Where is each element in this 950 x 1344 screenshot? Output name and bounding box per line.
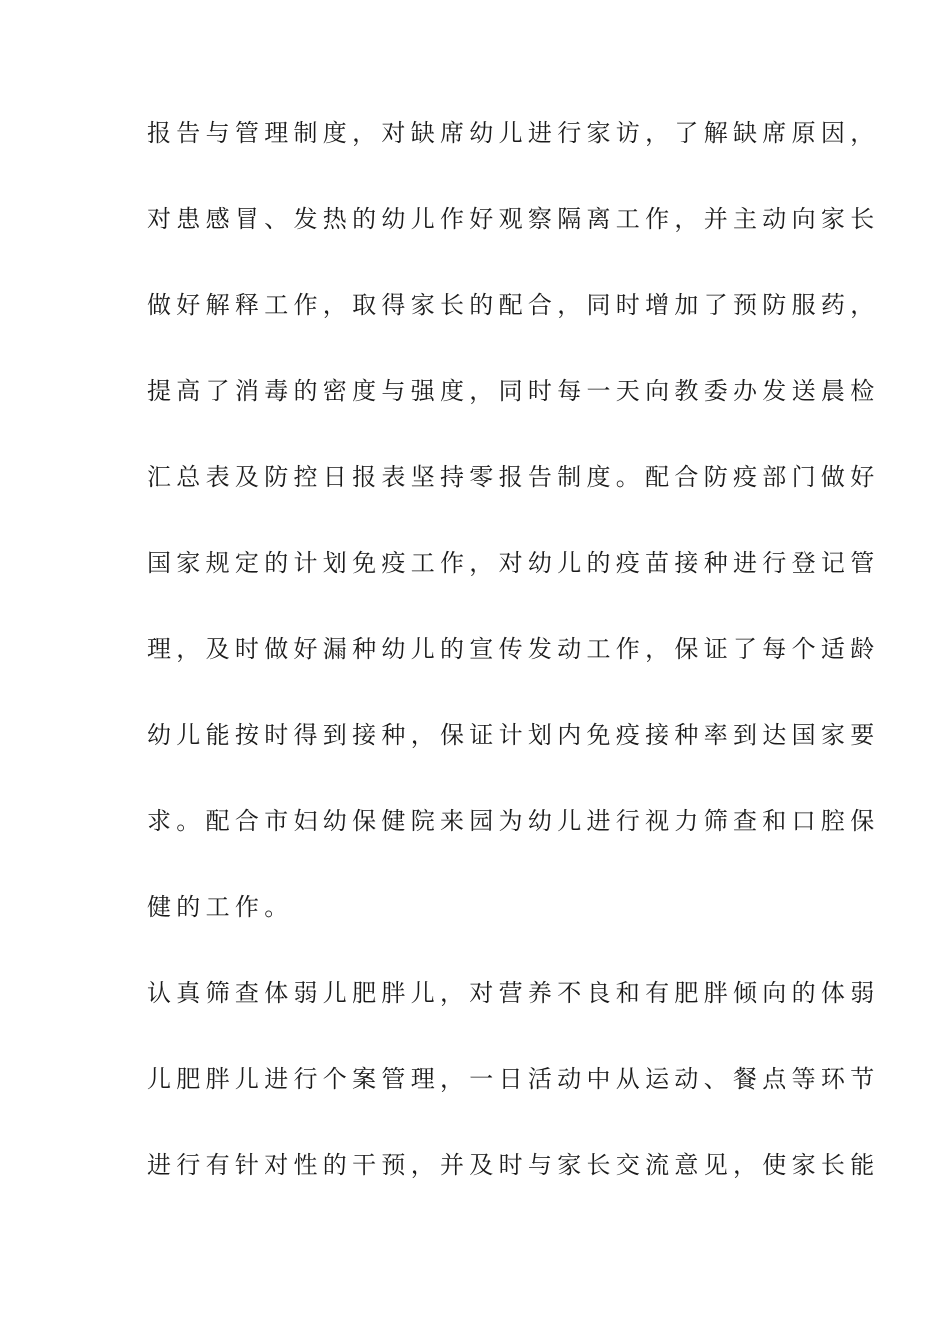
text-line: 国家规定的计划免疫工作，对幼儿的疫苗接种进行登记管 <box>147 549 880 577</box>
text-line: 幼儿能按时得到接种，保证计划内免疫接种率到达国家要 <box>147 721 880 749</box>
text-line: 汇总表及防控日报表坚持零报告制度。配合防疫部门做好 <box>147 463 880 491</box>
text-line: 做好解释工作，取得家长的配合，同时增加了预防服药， <box>147 291 880 319</box>
text-line: 报告与管理制度，对缺席幼儿进行家访，了解缺席原因， <box>147 119 880 147</box>
body-text <box>147 108 880 1226</box>
text-line: 对患感冒、发热的幼儿作好观察隔离工作，并主动向家长 <box>147 205 880 233</box>
text-line: 求。配合市妇幼保健院来园为幼儿进行视力筛查和口腔保 <box>147 807 880 835</box>
text-line: 儿肥胖儿进行个案管理，一日活动中从运动、餐点等环节 <box>147 1065 880 1093</box>
text-line: 理，及时做好漏种幼儿的宣传发动工作，保证了每个适龄 <box>147 635 880 663</box>
text-line: 进行有针对性的干预，并及时与家长交流意见，使家长能 <box>147 1151 880 1179</box>
text-line: 健的工作。 <box>147 893 294 921</box>
text-line: 认真筛查体弱儿肥胖儿，对营养不良和有肥胖倾向的体弱 <box>147 979 880 1007</box>
text-line: 提高了消毒的密度与强度，同时每一天向教委办发送晨检 <box>147 377 880 405</box>
